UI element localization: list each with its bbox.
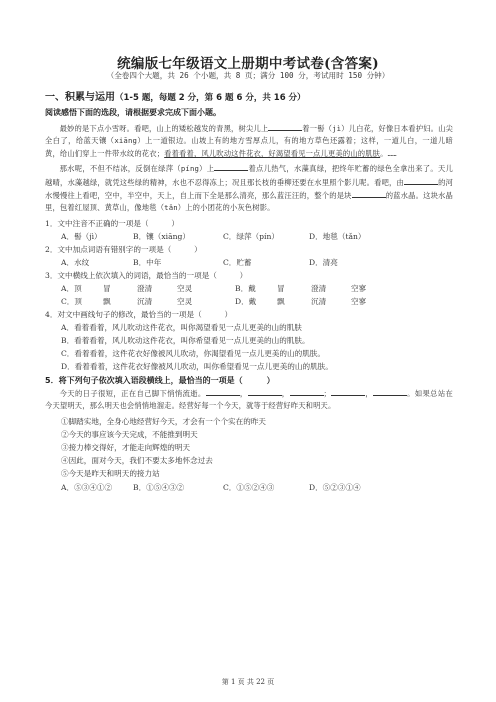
q5-blank-1 <box>206 387 240 396</box>
passage-paragraph-1 <box>45 122 453 160</box>
q3-option-c[interactable]: C．顶 <box>61 296 82 306</box>
q5-blank-4 <box>331 387 365 396</box>
q5-blank-2 <box>248 387 282 396</box>
q3-row-cd <box>61 295 453 308</box>
q3-c-word-4: 空灵 <box>177 296 193 306</box>
q2-option-b[interactable]: B．中年 <box>133 257 162 267</box>
q3-c-word-2: 飘 <box>103 296 111 306</box>
exam-content <box>45 88 453 494</box>
q3-option-d[interactable]: D．戴 <box>235 296 257 306</box>
q5-item-1: ①脚踏实地，全身心地经营好今天，才会有一个个实在的昨天 <box>61 416 267 426</box>
question-2-options <box>61 256 453 269</box>
q5-option-c[interactable]: C．①⑤②④③ <box>223 482 275 492</box>
q5-text-b: 。如果总站在今天望明天，那么明天也会悄悄地溜走。经营好每一个今天，就等于经营好昨天和明天。 <box>45 388 454 411</box>
q3-c-word-3: 沉清 <box>137 296 153 306</box>
underlined-sentence: 看着看着，风儿吹动这件花衣，好渴望看见一点儿更美的山的肌肤 <box>164 148 381 158</box>
passage-blank-3 <box>404 176 438 185</box>
q5-option-a[interactable]: A．⑤③④①② <box>61 482 113 492</box>
q4-option-c[interactable]: C．看着看着，这件花衣好像被风儿吹动，你渴望看见一点儿更美的山的肌肤。 <box>61 348 325 358</box>
q1-option-c[interactable]: C．绿萍（pín） <box>223 231 279 241</box>
q3-b-word-2: 冒 <box>277 283 285 293</box>
q5-blank-3 <box>290 387 324 396</box>
q5-item-4: ④因此，面对今天，我们不要太多地怀念过去 <box>61 456 213 466</box>
q3-a-word-3: 澄清 <box>137 283 153 293</box>
page-subtitle: （全卷四个大题，共 26 个小题，共 8 页；满分 100 分，考试用时 150 分钟） <box>106 71 390 80</box>
q4-option-a[interactable]: A．看着看着，风儿吹动这件花衣，叫你渴望看见一点儿更美的山的肌肤 <box>61 322 302 332</box>
q2-option-a[interactable]: A．水纹 <box>61 257 90 267</box>
q1-option-b[interactable]: B．镶（xiāng） <box>133 231 190 241</box>
q5-item-5: ⑤今天是昨天和明天的接力站 <box>61 469 160 479</box>
q4-option-d[interactable]: D．看着看着，这件花衣好像被风儿吹动，叫你希望看见一点儿更美的山的肌肤。 <box>61 361 333 371</box>
q5-option-b[interactable]: B．①⑤④③② <box>133 482 185 492</box>
q3-d-word-4: 空寥 <box>351 296 367 306</box>
passage-1-text-d: 。…… <box>380 148 397 158</box>
q3-row-ab <box>61 282 453 295</box>
page-title: 统编版七年级语文上册期中考试卷(含答案) <box>117 56 379 72</box>
q4-option-b[interactable]: B．看着看着，风儿吹动这件花衣，叫你希望看见一点儿更美的山的肌肤。 <box>61 335 310 345</box>
question-1-options <box>61 230 453 243</box>
section-heading-text: 一、积累与运用 <box>45 92 115 103</box>
q5-passage: 今天的日子很短，正在自己脚下悄悄流逝。 ， ， ； ， 。如果总站在今天望明天，那么明天也会悄悄地溜走。经营好每一个今天，就等于经营好昨天和明天。 <box>45 388 454 411</box>
section-heading <box>45 88 453 103</box>
q2-option-c[interactable]: C．贮蓄 <box>223 257 252 267</box>
passage-paragraph-2 <box>45 162 453 215</box>
passage-blank-1 <box>268 122 302 131</box>
q5-item-2: ②今天的事应该今天完成，不能推到明天 <box>61 429 198 439</box>
passage-2-text-c: 的河水慢慢往上看吧，空中，半空中，天上，自上而下全是那么清亮，那么蓝汪汪的，整个的是块 <box>45 177 453 201</box>
section-points: （1-5 题，每题 2 分，第 6 题 6 分，共 16 分） <box>115 93 306 103</box>
passage-2-text-a: 那水呢，不但不结冰，反倒在绿萍（píng）上 <box>59 164 215 174</box>
reading-instruction: 阅读感悟下面的选段，请根据要求完成下面小题。 <box>45 108 221 117</box>
q3-b-word-3: 澄清 <box>311 283 327 293</box>
passage-blank-4 <box>352 189 386 198</box>
q1-option-a[interactable]: A．髻（jì） <box>61 231 102 241</box>
question-3-stem: 3．文中横线上依次填入的词语，最恰当的一项是（ ） <box>45 270 248 280</box>
q3-d-word-2: 飘 <box>277 296 285 306</box>
page-footer: 第 1 页 共 22 页 <box>221 678 275 686</box>
question-2-stem: 2．文中加点词语有错别字的一项是（ ） <box>45 244 202 254</box>
q1-option-d[interactable]: D．地毯（tǎn） <box>309 231 366 241</box>
question-1-stem: 1．文中注音不正确的一项是（ ） <box>45 218 179 228</box>
passage-1-text-b: 着一髻（jì）儿白花，好像日本看护妇。山尖全白了，给蓝天镶（xiāng）上一道银边。山坡上有的地方雪厚点儿，有的地方草色还露着；这样，一道儿白，一道儿暗黄，给山们穿上一件带水纹的花衣； <box>45 124 454 158</box>
q5-option-d[interactable]: D．⑤②③①④ <box>309 482 361 492</box>
q5-blank-5 <box>373 387 407 396</box>
passage-1-text-a: 最妙的是下点小雪呀。看吧，山上的矮松越发的青黑，树尖儿上 <box>59 124 269 133</box>
question-5-stem: 5．将下列句子依次填入语段横线上，最恰当的一项是（ ） <box>45 375 275 385</box>
q3-option-b[interactable]: B．戴 <box>235 283 256 293</box>
q3-option-a[interactable]: A．顶 <box>61 283 82 293</box>
q5-text-a: 今天的日子很短，正在自己脚下悄悄流逝。 <box>59 388 206 398</box>
q3-a-word-2: 冒 <box>103 283 111 293</box>
q2-option-d[interactable]: D．清亮 <box>309 257 338 267</box>
q5-item-3: ③接力棒交得好，才能走向辉煌的明天 <box>61 443 191 453</box>
passage-2-text-b: 着点儿热气，水藻真绿，把终年贮蓄的绿色全拿出来了。天儿越晴，水藻越绿，就凭这些绿的精神，水也不忍得冻上；况且那长枝的垂柳还要在水里照个影儿呢。看吧，由 <box>45 164 453 187</box>
passage-2-text-d: 的蓝水晶。这块水晶里，包着红屋顶、黄草山，像地毯（tǎn）上的小团花的小灰色树影。 <box>45 191 453 213</box>
q5-options <box>61 481 453 494</box>
passage-blank-2 <box>214 162 248 171</box>
q3-d-word-3: 沉清 <box>311 296 327 306</box>
q3-a-word-4: 空灵 <box>177 283 193 293</box>
q3-b-word-4: 空寥 <box>351 283 367 293</box>
question-4-stem: 4．对文中画线句子的修改，最恰当的一项是（ ） <box>45 309 233 319</box>
